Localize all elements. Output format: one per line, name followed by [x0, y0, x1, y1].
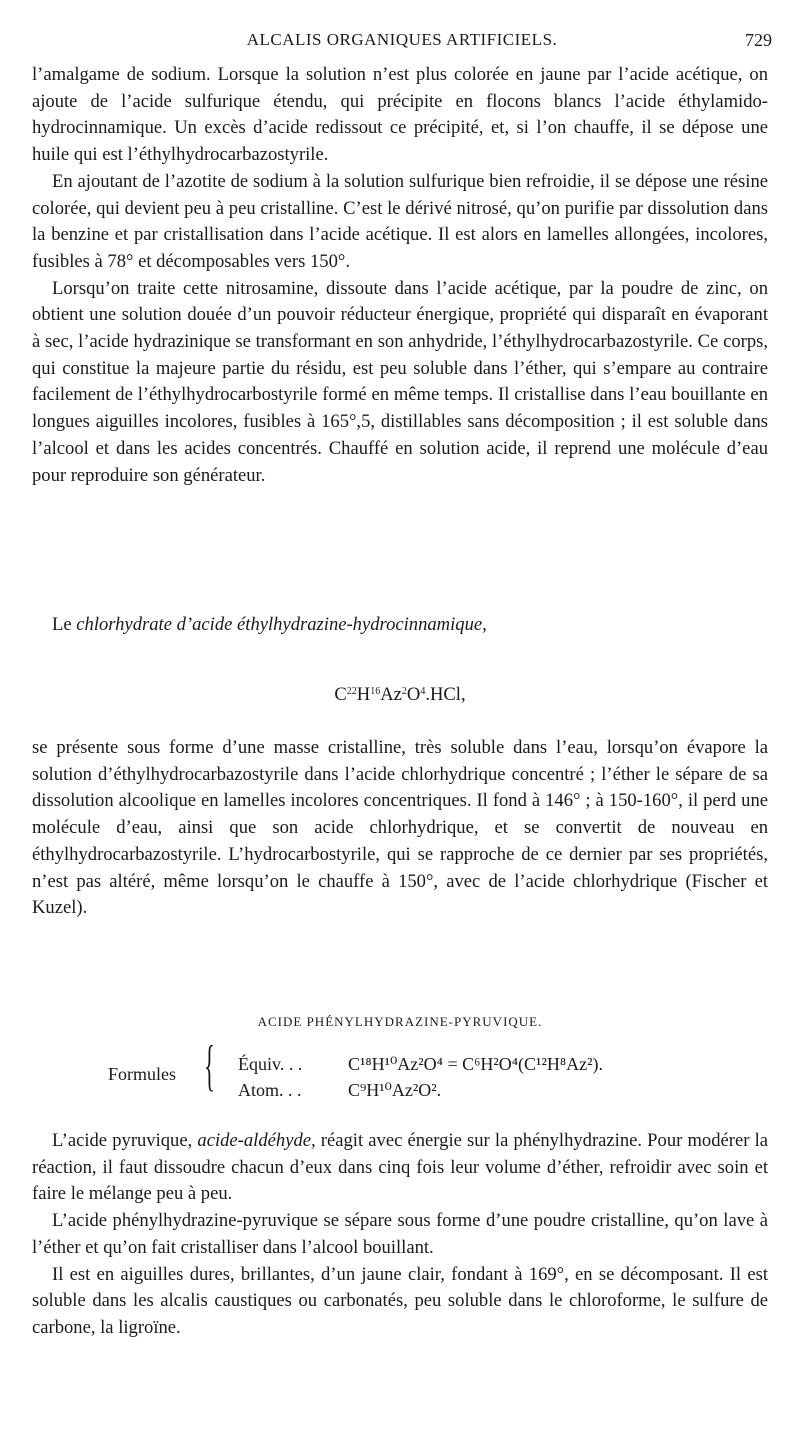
paragraph-azotite: En ajoutant de l’azotite de sodium à la solution sulfurique bien refroidie, il se dépose une résine colorée, qui devient peu à peu cristalline. C’est le dérivé nitrosé, qu’on purifie par dissolution dans la benzine et par cristallisation dans l’acide acétique. Il est alors en lamelles allongées, incolores, fusibles à 78° et décomposables vers 150°. [32, 170, 768, 272]
chlorhydrate-intro [32, 608, 768, 642]
formula-az: Az [380, 684, 402, 705]
paragraph-aiguilles: Il est en aiguilles dures, brillantes, d’un jaune clair, fondant à 169°, en se décomposant. Il est soluble dans les alcalis caustiques ou carbonatés, peu soluble dans le chloroforme, le sulfure de carbone, la ligroïne. [32, 1263, 768, 1338]
formula-row-equiv [238, 1054, 603, 1075]
paragraph-chlorhydrate: se présente sous forme d’une masse cristalline, très soluble dans l’eau, lorsqu’on évapore la solution d’éthylhydrocarbazostyrile dans l’acide chlorhydrique concentré ; l’éther le sépare de sa dissolution alcoolique en lamelles incolores concentriques. Il fond à 146° ; à 150-160°, il perd une molécule d’eau, ainsi que son acide chlorhydrique, et se convertit de nouveau en éthylhydrocarbazostyrile. L’hydrocarbostyrile, qui se rapproche de ce dernier par ses propriétés, n’est pas altéré, même lorsqu’on le chauffe à 150°, avec de l’acide chlorhydrique (Fischer et Kuzel). [32, 737, 768, 919]
running-head [32, 30, 772, 56]
chlorhydrate-title-line [32, 608, 768, 642]
formulas-label: Formules [108, 1064, 177, 1084]
atom-label: Atom. . . [238, 1080, 302, 1100]
brace-icon: { [204, 1035, 215, 1097]
running-title: ALCALIS ORGANIQUES ARTIFICIELS. [246, 30, 558, 49]
equiv-formula: C¹⁸H¹⁰Az²O⁴ = C⁶H²O⁴(C¹²H⁸Az²). [348, 1054, 603, 1074]
formula-hcl: .HCl, [425, 684, 466, 705]
pyruvique-lead: L’acide pyruvique, [52, 1130, 198, 1151]
formula-az-index: 2 [401, 686, 407, 697]
page-number: 729 [745, 30, 772, 50]
atom-formula: C⁹H¹⁰Az²O². [348, 1080, 442, 1100]
formula-c: C [334, 684, 347, 705]
paragraph-amalgame: l’amalgame de sodium. Lorsque la solution n’est plus colorée en jaune par l’acide acétique, on ajoute de l’acide sulfurique étendu, qui précipite en flocons blancs l’acide éthylamido-hydrocinnamique. Un excès d’acide redissout ce précipité, et, si l’on chauffe, il se dépose une huile qui est l’éthylhydrocarbazostyrile. [32, 64, 768, 166]
body-text-top [32, 62, 768, 489]
formula-c-index: 22 [346, 686, 357, 697]
chlorhydrate-name: chlorhydrate d’acide éthylhydrazine-hydrocinnamique, [76, 614, 487, 635]
paragraph-poudre: L’acide phénylhydrazine-pyruvique se sépare sous forme d’une poudre cristalline, qu’on lave à l’éther et qu’on fait cristalliser dans l’alcool bouillant. [32, 1210, 768, 1258]
pyruvique-italic: acide-aldéhyde, [197, 1130, 316, 1151]
equiv-label: Équiv. . . [238, 1054, 303, 1074]
formula-o-index: 4 [420, 686, 426, 697]
paragraph-nitrosamine: Lorsqu’on traite cette nitrosamine, dissoute dans l’acide acétique, par la poudre de zinc, on obtient une solution douée d’un pouvoir réducteur énergique, propriété qui disparaît en évaporant à sec, l’acide hydrazinique se transformant en son anhydride, l’éthylhydrocarbazostyrile. Ce corps, qui constitue la majeure partie du résidu, est peu soluble dans l’éther, qui s’empare au contraire facilement de l’éthylhydrocarbostyrile formé en même temps. Il cristallise dans l’eau bouillante en longues aiguilles incolores, fusibles à 165°,5, distillables sans décomposition ; il est soluble dans l’alcool et dans les acides concentrés. Chauffé en solution acide, il reprend une molécule d’eau pour reproduire son générateur. [32, 277, 768, 486]
body-text-bottom [32, 1128, 768, 1342]
formula-h: H [356, 684, 371, 705]
formulas-block [108, 1035, 708, 1120]
body-text-chlorhydrate [32, 735, 768, 922]
formula-o: O [406, 684, 421, 705]
paragraph-pyruvique [32, 1128, 768, 1208]
formula-row-atom [238, 1080, 441, 1101]
section-heading: ACIDE PHÉNYLHYDRAZINE-PYRUVIQUE. [257, 1014, 543, 1029]
chlorhydrate-formula [0, 684, 800, 706]
chlorhydrate-lead: Le [52, 614, 77, 635]
pyruvique-rest: réagit avec énergie sur la phénylhydrazine. Pour modérer la réaction, il faut dissoudre chacun d’eux dans cinq fois leur volume d’éther, refroidir avec soin et faire le mélange peu à peu. [32, 1130, 768, 1205]
formula-h-index: 16 [370, 686, 381, 697]
